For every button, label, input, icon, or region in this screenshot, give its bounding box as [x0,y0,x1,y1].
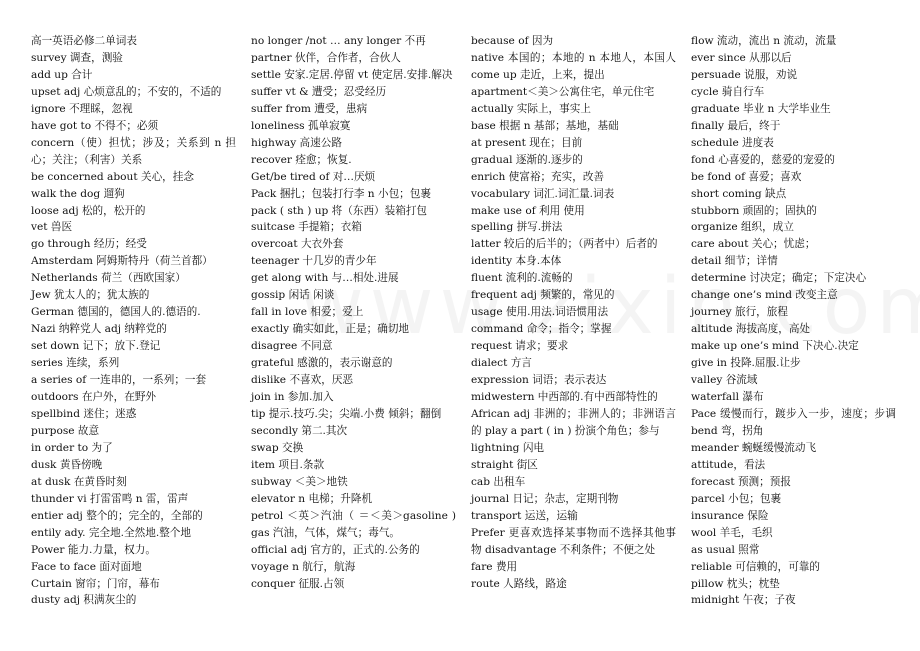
vocab-entry: spelling 拼写.拼法 [471,221,563,234]
vocab-entry: get along with 与…相处.进展 [251,272,399,285]
vocab-entry: petrol ＜英＞汽油（ ＝＜美＞gasoline ) gas 汽油，气体，煤气；毒气。 [251,509,456,539]
vocab-entry: parcel 小包；包裹 [691,492,782,505]
vocab-entry: short coming 缺点 [691,187,787,200]
vocab-entry: teenager 十几岁的青少年 [251,255,377,268]
vocab-entry: organize 组织，成立 [691,221,794,234]
vocab-entry: thunder vi 打雷雷鸣 n 雷，雷声 [31,492,189,505]
vocab-entry: go through 经历；经受 [31,238,147,251]
vocab-entry: frequent adj 频繁的，常见的 [471,289,615,302]
vocab-entry: in order to 为了 [31,441,113,454]
vocab-entry: lightning 闪电 [471,441,545,454]
vocab-entry: dialect 方言 [471,357,532,370]
vocab-entry: entily ady. 完全地.全然地.整个地 [31,526,191,539]
vocab-entry: as usual 照常 [691,543,760,556]
vocab-entry: have got to 不得不；必须 [31,119,159,132]
vocab-entry: ever since 从那以后 [691,51,792,64]
vocab-entry: conquer 征服.占领 [251,577,345,590]
vocab-entry: suffer from 遭受，患病 [251,102,368,115]
vocab-entry: fond 心喜爱的，慈爱的宠爱的 [691,153,835,166]
vocab-entry: spellbind 迷住；迷惑 [31,407,137,420]
vocab-entry: Pack 捆扎；包装打行李 n 小包；包裹 [251,187,431,200]
vocab-entry: entier adj 整个的；完全的，全部的 [31,509,203,522]
vocab-entry: pack ( sth ) up 将（东西）装箱打包 [251,204,428,217]
vocab-entry: Curtain 窗帘；门帘，幕布 [31,577,160,590]
vocab-entry: because of 因为 [471,35,554,47]
vocab-entry: insurance 保险 [691,509,769,522]
vocab-entry: suffer vt & 遭受；忍受经历 [251,85,387,98]
vocab-entry: dusk 黄昏傍晚 [31,458,103,471]
vocab-entry: latter 较后的后半的；（两者中）后者的 [471,238,658,251]
word-column-3 [471,33,676,592]
vocab-entry: schedule 进度表 [691,136,774,149]
vocab-entry: upset adj 心烦意乱的；不安的，不适的 [31,85,222,98]
vocab-entry: valley 谷流域 [691,374,758,387]
word-column-2 [251,33,456,592]
vocab-entry: wool 羊毛，毛织 [691,526,773,539]
vocab-entry: vet 兽医 [31,221,73,234]
vocab-entry: highway 高速公路 [251,136,342,149]
page-title: 高一英语必修二单词表 [31,35,137,47]
vocab-entry: Power 能力.力量，权力。 [31,543,156,556]
vocab-entry: flow 流动，流出 n 流动，流量 [691,35,837,47]
vocab-entry: change one’s mind 改变主意 [691,289,838,302]
vocab-entry: item 项目.条款 [251,458,325,471]
vocab-entry: set down 记下；放下.登记 [31,340,161,353]
vocab-entry: loose adj 松的，松开的 [31,204,146,217]
vocab-entry: ignore 不理睬，忽视 [31,102,133,115]
vocab-entry: detail 细节；详情 [691,255,778,268]
vocab-entry: Netherlands 荷兰（西欧国家） [31,272,186,285]
vocab-entry: official adj 官方的，正式的.公务的 [251,543,420,556]
vocab-entry: settle 安家.定居.停留 vt 使定居.安排.解决 [251,68,453,81]
vocab-entry: meander 蜿蜒缓慢流动飞 [691,441,817,454]
vocab-entry: journey 旅行，旅程 [691,306,788,319]
vocab-entry: be fond of 喜爱；喜欢 [691,170,802,183]
vocab-entry: finally 最后，终于 [691,119,781,132]
vocab-entry: at present 现在；目前 [471,136,583,149]
vocab-entry: actually 实际上，事实上 [471,102,591,115]
vocab-entry: overcoat 大衣外套 [251,238,344,251]
vocab-entry: journal 日记；杂志，定期刊物 [471,492,619,505]
vocab-entry: altitude 海拔高度，高处 [691,323,811,336]
vocab-entry: route 人路线，路途 [471,577,567,590]
vocab-entry: no longer /not … any longer 不再 [251,35,426,47]
vocab-entry: secondly 第二.其次 [251,424,348,437]
vocab-entry: Amsterdam 阿姆斯特丹（荷兰首都） [31,255,213,268]
vocab-entry: disagree 不同意 [251,340,333,353]
vocab-entry: gradual 逐渐的.逐步的 [471,153,583,166]
vocab-entry: care about 关心；忧虑； [691,238,816,251]
vocab-entry: waterfall 瀑布 [691,391,764,404]
vocab-entry: cycle 骑自行车 [691,85,765,98]
vocab-entry: tip 提示.技巧.尖；尖端.小费 倾斜；翻倒 [251,407,442,420]
vocab-entry: German 德国的，德国人的.德语的. [31,306,201,319]
vocab-entry: enrich 使富裕；充实，改善 [471,170,605,183]
vocab-entry: command 命令；指令；掌握 [471,323,612,336]
vocab-entry: grateful 感激的，表示谢意的 [251,357,393,370]
vocab-entry: exactly 确实如此，正是；确切地 [251,323,410,336]
vocab-entry: identity 本身.本体 [471,255,562,268]
vocab-entry: voyage n 航行，航海 [251,560,356,573]
vocab-entry: make up one’s mind 下决心.决定 [691,340,859,353]
vocab-entry: attitude，看法 [691,458,766,471]
vocab-entry: reliable 可信赖的，可靠的 [691,560,820,573]
vocab-entry: partner 伙伴，合作者，合伙人 [251,51,401,64]
vocab-entry: walk the dog 遛狗 [31,187,125,200]
word-column-4 [691,33,896,609]
vocab-entry: cab 出租车 [471,475,526,488]
vocab-entry: dislike 不喜欢，厌恶 [251,374,354,387]
vocab-entry: add up 合计 [31,68,93,81]
vocab-entry: suitcase 手提箱；衣箱 [251,221,362,234]
vocab-entry: make use of 利用 使用 [471,204,585,217]
vocab-entry: graduate 毕业 n 大学毕业生 [691,102,831,115]
vocab-entry: be concerned about 关心，挂念 [31,170,194,183]
vocab-entry: at dusk 在黄昏时刻 [31,475,127,488]
vocab-entry: elevator n 电梯；升降机 [251,492,373,505]
vocab-entry: Nazi 纳粹党人 adj 纳粹党的 [31,323,167,336]
vocab-entry: give in 投降.屈服.让步 [691,357,801,370]
vocab-entry: pillow 枕头；枕垫 [691,577,780,590]
vocab-entry: recover 痊愈；恢复. [251,153,352,166]
vocab-entry: dusty adj 积满灰尘的 [31,594,137,607]
vocab-entry: straight 街区 [471,458,538,471]
vocab-entry: purpose 故意 [31,424,100,437]
vocab-entry: usage 使用.用法.词语惯用法 [471,306,609,319]
vocab-entry: outdoors 在户外，在野外 [31,391,157,404]
vocab-entry: Prefer 更喜欢选择某事物而不选择其他事物 disadvantage 不利条件；不便之处 [471,526,676,556]
vocab-entry: concern（使）担忧；涉及；关系到 n 担心；关注；（利害）关系 [31,136,236,166]
vocab-entry: stubborn 顽固的；固执的 [691,204,817,217]
vocab-entry: Jew 犹太人的；犹太族的 [31,289,150,302]
vocab-entry: native 本国的；本地的 n 本地人，本国人 come up 走近，上来，提出 [471,51,676,81]
vocab-entry: fall in love 相爱；爱上 [251,306,364,319]
vocab-entry: transport 运送，运输 [471,509,578,522]
vocab-entry: gossip 闲话 闲谈 [251,289,335,302]
vocab-entry: fluent 流利的.流畅的 [471,272,573,285]
vocab-entry: expression 词语；表示表达 [471,374,607,387]
vocab-entry: determine 讨决定；确定；下定决心 [691,272,867,285]
vocab-entry: Pace 缓慢而行，踱步入一步，速度；步调 bend 弯，拐角 [691,407,896,437]
vocab-entry: series 连续，系列 [31,357,120,370]
vocab-entry: midnight 午夜；子夜 [691,594,796,607]
word-column-1 [31,33,236,609]
vocab-entry: Get/be tired of 对…厌烦 [251,170,376,183]
vocab-entry: forecast 预测；预报 [691,475,791,488]
vocab-entry: persuade 说服，劝说 [691,68,798,81]
vocab-entry: Face to face 面对面地 [31,560,142,573]
vocab-entry: African adj 非洲的；非洲人的；非洲语言的 play a part ( in ) 扮演个角色；参与 [471,407,676,437]
vocab-entry: fare 费用 [471,560,518,573]
vocab-entry: a series of 一连串的，一系列；一套 [31,374,207,387]
vocab-entry: midwestern 中西部的.有中西部特性的 [471,391,658,404]
vocab-entry: subway ＜美＞地铁 [251,475,348,488]
vocab-entry: swap 交换 [251,441,304,454]
vocab-entry: survey 调查，测验 [31,51,123,64]
vocab-entry: loneliness 孤单寂寞 [251,119,351,132]
vocab-entry: request 请求；要求 [471,340,569,353]
vocab-entry: base 根据 n 基部；基地，基础 [471,119,619,132]
vocab-entry: join in 参加.加入 [251,391,334,404]
vocab-entry: apartment＜美＞公寓住宅，单元住宅 [471,85,655,98]
vocab-entry: vocabulary 词汇.词汇量.词表 [471,187,615,200]
